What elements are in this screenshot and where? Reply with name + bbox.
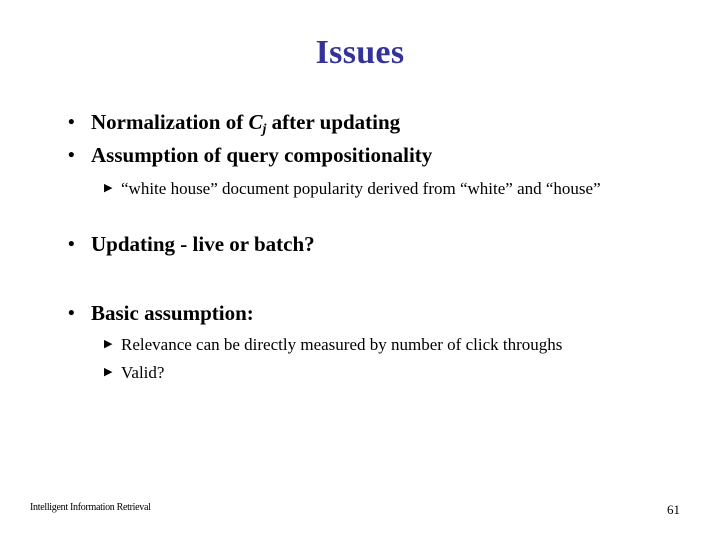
- sub-bullet-item: [103, 334, 681, 355]
- bullet-text: Assumption of query compositionality: [91, 143, 433, 167]
- sub-bullet-item: [103, 362, 681, 383]
- bullet-text: Normalization of Cj after updating: [91, 110, 401, 137]
- triangle-right-icon: ▶: [104, 366, 113, 378]
- bullet-item: [66, 110, 400, 142]
- bullet-text: Updating - live or batch?: [91, 232, 315, 256]
- bullet-item: [66, 232, 315, 257]
- footer-text: Intelligent Information Retrieval: [30, 502, 151, 513]
- sub-bullet-text: Valid?: [121, 363, 165, 382]
- triangle-right-icon: ▶: [104, 338, 113, 350]
- bullet-dot-icon: •: [68, 112, 75, 133]
- slide-title: Issues: [315, 34, 405, 71]
- bullet-item: [66, 301, 254, 326]
- bullet-dot-icon: •: [68, 234, 75, 255]
- triangle-right-icon: ▶: [104, 182, 113, 194]
- bullet-dot-icon: •: [68, 145, 75, 166]
- page-number: 61: [667, 502, 680, 517]
- bullet-dot-icon: •: [68, 303, 75, 324]
- sub-bullet-text: Relevance can be directly measured by number of click throughs: [121, 335, 563, 354]
- sub-bullet-text: “white house” document popularity derived from “white” and “house”: [121, 179, 601, 198]
- bullet-item: [66, 143, 432, 168]
- sub-bullet-item: [103, 178, 681, 199]
- bullet-text: Basic assumption:: [91, 301, 254, 325]
